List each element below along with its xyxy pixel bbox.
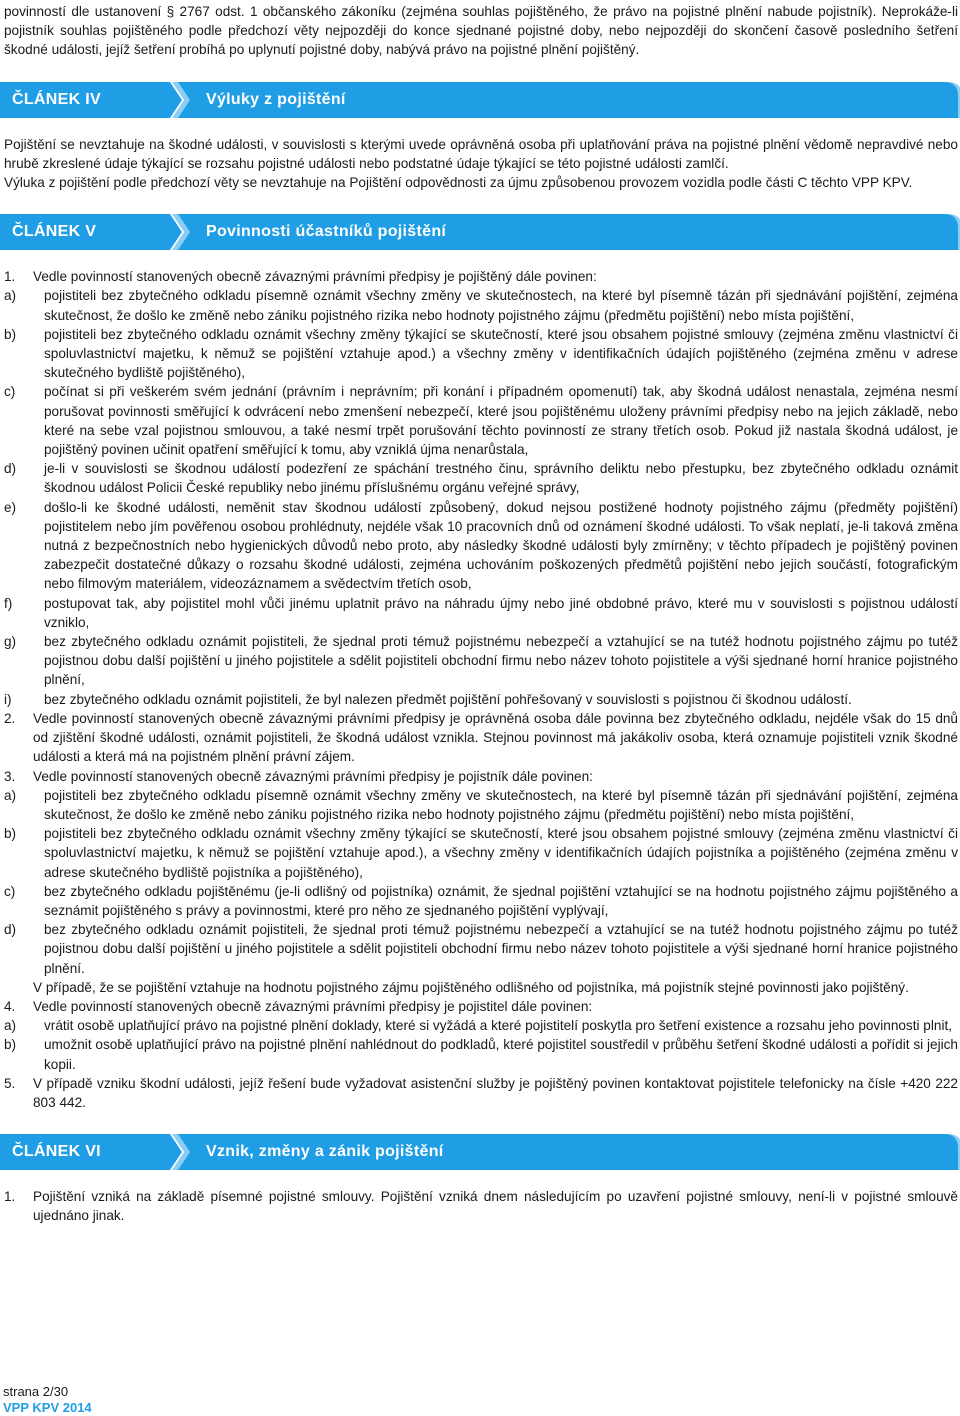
article-v-item <box>4 767 958 786</box>
sub-item <box>4 286 958 324</box>
item-text: Vedle povinností stanovených obecně závaznými právními předpisy je pojistitel dále povinen: <box>33 998 593 1014</box>
sub-item-text: umožnit osobě uplatňující právo na pojistné plnění nahlédnout do podkladů, které pojistitel soustředil v průběhu šetření škodné události a pořídit si jejich kopii. <box>44 1037 958 1072</box>
sub-item-letter: e) <box>4 499 17 515</box>
sub-item-letter: i) <box>4 691 12 707</box>
sub-item <box>4 1035 958 1073</box>
article-iv-paragraph-1: Pojištění se nevztahuje na škodné události, v souvislosti s kterými uvede oprávněná osoba při uplatňování práva na pojistné plnění vědomě nepravdivé nebo hrubě zkreslené údaje týkající se rozsahu pojistné události nebo podstatné údaje týkající se této pojistné události zamlčí. <box>4 136 958 171</box>
sub-item <box>4 882 958 920</box>
sub-item-letter: d) <box>4 922 17 938</box>
sub-item-text: došlo-li ke škodné události, neměnit stav škodnou událostí způsobený, dokud nejsou postižené hodnoty pojistného zájmu (předměty pojištění) pojistitelem nebo jím pověřenou osobou prohlédnuty, nejdéle však 10 pracovních dnů od oznámení škodné události. To však neplatí, je-li taková změna nutná z bezpečnostních nebo hygienických důvodů nebo proto, aby následky škodné události byly zmírněny; v těchto případech je pojištěný povinen zabezpečit dostatečné důkazy o rozsahu škodné události, zejména uchováním poškozených předmětů pojištění nebo jejich součástí, fotografickým nebo filmovým materiálem, videozáznamem a svědectvím třetích osob, <box>44 499 958 592</box>
sub-item-letter: c) <box>4 384 16 400</box>
article-v-item <box>4 997 958 1016</box>
item-text: Vedle povinností stanovených obecně závaznými právními předpisy je pojistník dále povinen: <box>33 768 593 784</box>
sub-item-text: je-li v souvislosti se škodnou událostí podezření ze spáchání trestného činu, správního deliktu nebo přestupku, bez zbytečného odkladu oznámit škodnou událost Policii České republiky nebo jinému příslušnému orgánu veřejné správy, <box>44 461 958 496</box>
article-v-item <box>4 267 958 286</box>
sub-item-text: bez zbytečného odkladu oznámit pojistiteli, že byl nalezen předmět pojištění pohřešovaný v souvislosti s pojistnou či škodnou událostí. <box>44 691 852 707</box>
sub-item-text: pojistiteli bez zbytečného odkladu písemně oznámit všechny změny ve skutečnostech, na které byl písemně tázán při sjednávání pojištění, zejména skutečnost, že došlo ke změně nebo zániku pojistného rizika nebo hodnoty pojistného zájmu (předmětu pojištění) nebo místa pojištění, <box>44 288 958 323</box>
sub-item-letter: f) <box>4 595 13 611</box>
sub-item <box>4 786 958 824</box>
document-page <box>4 2 958 1226</box>
article-number: ČLÁNEK IV <box>12 90 101 108</box>
sub-item-text: pojistiteli bez zbytečného odkladu oznámit všechny změny týkající se skutečností, které jsou obsahem pojistné smlouvy (zejména změnu vlastnictví či spoluvlastnictví majetku, k němuž se pojištění vztahuje apod.), a všechny změny v identifikačních údajích pojistníka a pojištěného (zejména změnu v adrese skutečného bydliště pojistníka a pojištěného), <box>44 826 958 880</box>
intro-paragraph: povinností dle ustanovení § 2767 odst. 1 občanského zákoníku (zejména souhlas pojištěného, že právo na pojistné plnění nabude pojistník). Neprokáže-li pojistník souhlas pojištěného podle předchozí věty nejpozději do konce sjednané pojistné doby, nebo nejpozději do skončení časově posledního šetření škodné události, jejíž šetření probíhá po uplynutí pojistné doby, nabývá právo na pojistné plnění pojištěný. <box>4 4 958 58</box>
sub-item <box>4 1016 958 1035</box>
sub-item <box>4 690 958 709</box>
item-text: Vedle povinností stanovených obecně závaznými právními předpisy je oprávněná osoba dále povinna bez zbytečného odkladu, nejdéle však do 15 dnů od zjištění škodné události, oznámit pojistiteli, že škodná událost vznikla. Stejnou povinnost má jakákoliv osoba, která oznamuje pojistiteli vznik škodné události a která má na pojistném plnění právní zájem. <box>33 710 958 765</box>
item-number: 3. <box>4 768 16 784</box>
sub-item-text: počínat si při veškerém svém jednání (právním i neprávním; při konání i případném opomenutí) tak, aby škodná událost nenastala, zejména nesmí porušovat povinnosti směřující k odvrácení nebo zmenšení nebezpečí, které jsou pojištěnému uloženy právními předpisy nebo na jejich základě, nebo které na sebe vzal pojistnou smlouvou, a také nesmí trpět porušování těchto povinností ze strany třetích osob. Pokud již nastala škodná událost, je pojištěný povinen učinit opatření směřující k tomu, aby vzniklá újma nenarůstala, <box>44 384 958 458</box>
item-number: 1. <box>4 1189 16 1205</box>
sub-item-letter: c) <box>4 883 16 899</box>
article-number: ČLÁNEK V <box>12 223 97 241</box>
item-text: Pojištění vzniká na základě písemné pojistné smlouvy. Pojištění vzniká dnem následujícím po uzavření pojistné smlouvy, není-li v pojistné smlouvě ujednáno jinak. <box>33 1189 958 1224</box>
article-header-banner <box>0 82 960 118</box>
sub-item <box>4 594 958 632</box>
sub-item <box>4 498 958 594</box>
item-number: 4. <box>4 998 16 1014</box>
sub-item <box>4 632 958 690</box>
sub-item-letter: a) <box>4 1018 17 1034</box>
article-header-banner <box>0 214 960 250</box>
item-text: Vedle povinností stanovených obecně závaznými právními předpisy je pojištěný dále povinen: <box>33 269 597 285</box>
item-number: 1. <box>4 269 16 285</box>
article-title: Vznik, změny a zánik pojištění <box>206 1143 444 1161</box>
sub-item-text: postupovat tak, aby pojistitel mohl vůči jinému uplatnit právo na náhradu újmy nebo jiné obdobné právo, které mu v souvislosti s pojistnou událostí vzniklo, <box>44 595 958 630</box>
sub-item <box>4 325 958 383</box>
sub-item-letter: b) <box>4 826 17 842</box>
sub-item-letter: a) <box>4 787 17 803</box>
article-title: Výluky z pojištění <box>206 90 346 108</box>
sub-item-text: bez zbytečného odkladu oznámit pojistiteli, že sjednal proti témuž pojistnému nebezpečí a vztahující se na tutéž hodnotu pojistného zájmu po tutéž pojistnou dobu další pojištění u jiného pojistitele a sdělit pojistiteli obchodní firmu nebo název tohoto pojistitele a výši sjednané horní hranice pojistného plnění, <box>44 634 958 688</box>
item-text: V případě vzniku škodní události, jejíž řešení bude vyžadovat asistenční služby je pojištěný povinen kontaktovat pojistitele telefonicky na čísle +420 222 803 442. <box>33 1075 958 1110</box>
article-vi-header <box>0 1134 960 1170</box>
sub-item <box>4 824 958 882</box>
sub-item-letter: a) <box>4 288 17 304</box>
sub-item-letter: d) <box>4 461 17 477</box>
article-header-banner <box>0 1134 960 1170</box>
sub-item-letter: g) <box>4 634 17 650</box>
sub-item-text: bez zbytečného odkladu oznámit pojistiteli, že sjednal proti témuž pojistnému nebezpečí a vztahující se na tutéž hodnotu pojistného zájmu po tutéž pojistnou dobu další pojištění u jiného pojistitele a sdělit pojistiteli obchodní firmu nebo název tohoto pojistitele a výši sjednané horní hranice pojistného plnění. <box>44 922 958 976</box>
article-title: Povinnosti účastníků pojištění <box>206 223 447 241</box>
page-number: strana 2/30 <box>3 1384 69 1399</box>
page-footer <box>3 1384 92 1416</box>
document-id: VPP KPV 2014 <box>3 1400 92 1415</box>
sub-item-letter: b) <box>4 326 17 342</box>
article-v-header <box>0 214 960 250</box>
sub-item-text: bez zbytečného odkladu pojištěnému (je-li odlišný od pojistníka) oznámit, že sjednal pojištění vztahující se na hodnotu pojistného zájmu pojištěného a seznámit pojištěného s právy a povinnostmi, které pro něho ze sjednaného pojištění vyplývají, <box>44 883 958 918</box>
sub-item <box>4 459 958 497</box>
article-vi-item <box>4 1187 958 1225</box>
sub-item-text: vrátit osobě uplatňující právo na pojistné plnění doklady, které si vyžádá a které pojistitelí poskytla pro šetření existence a rozsahu jeho povinnosti plnit, <box>44 1018 953 1034</box>
sub-item <box>4 382 958 459</box>
article-v-item <box>4 709 958 767</box>
sub-item <box>4 920 958 978</box>
item-number: 5. <box>4 1075 16 1091</box>
article-number: ČLÁNEK VI <box>12 1143 101 1161</box>
article-v-item <box>4 1074 958 1112</box>
item-number: 2. <box>4 710 16 726</box>
article-v-list <box>4 267 958 1112</box>
sub-item-letter: b) <box>4 1037 17 1053</box>
article-iv-paragraph-2: Výluka z pojištění podle předchozí věty se nevztahuje na Pojištění odpovědnosti za újmu způsobenou provozem vozidla podle části C těchto VPP KPV. <box>4 175 913 191</box>
sub-item-text: pojistiteli bez zbytečného odkladu oznámit všechny změny týkající se skutečností, které jsou obsahem pojistné smlouvy (zejména změnu vlastnictví či spoluvlastnictví majetku, k němuž se pojištění vztahuje apod.) a všechny změny v identifikačních údajích pojištěného (zejména změnu v adrese skutečného bydliště pojištěného), <box>44 326 958 381</box>
item-continuation: V případě, že se pojištění vztahuje na hodnotu pojistného zájmu pojištěného odlišného od pojistníka, má pojistník stejné povinnosti jako pojištěný. <box>33 979 909 995</box>
sub-item-text: pojistiteli bez zbytečného odkladu písemně oznámit všechny změny ve skutečnostech, na které byl písemně tázán při sjednávání pojištění, zejména skutečnost, že došlo ke změně nebo zániku pojistného rizika nebo hodnoty pojistného zájmu (předmětu pojištění) nebo místa pojištění, <box>44 787 958 822</box>
article-iv-header <box>0 82 960 118</box>
